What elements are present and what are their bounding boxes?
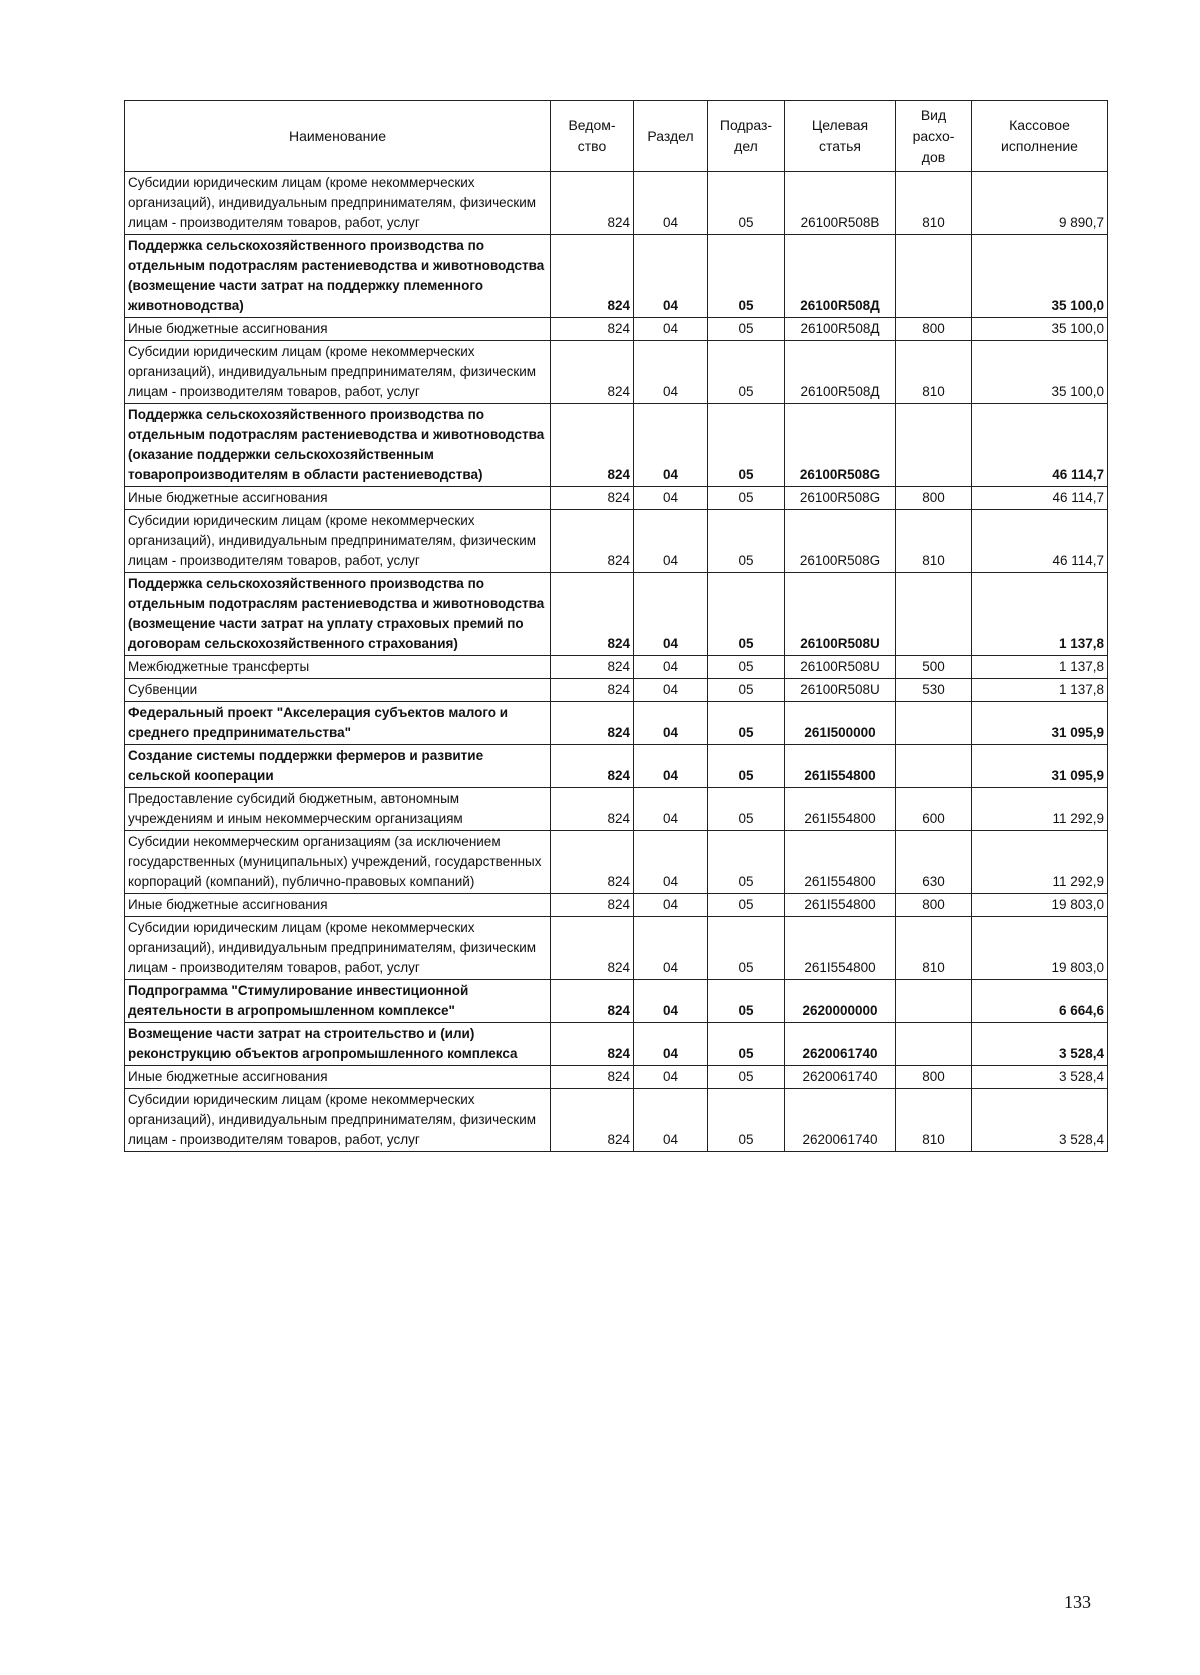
table-row: [125, 917, 1108, 980]
cell-kassovoe-ispolnenie: 46 114,7: [972, 487, 1108, 510]
cell-vid-rashodov: 810: [896, 917, 972, 980]
cell-razdel: 04: [634, 235, 708, 318]
cell-vedomstvo: 824: [551, 573, 634, 656]
table-header-row: [125, 101, 1108, 172]
table-row: [125, 487, 1108, 510]
cell-kassovoe-ispolnenie: 9 890,7: [972, 172, 1108, 235]
table-row: [125, 1089, 1108, 1152]
cell-podrazdel: 05: [708, 788, 785, 831]
table-row: [125, 745, 1108, 788]
cell-podrazdel: 05: [708, 404, 785, 487]
cell-vid-rashodov: 810: [896, 341, 972, 404]
cell-kassovoe-ispolnenie: 6 664,6: [972, 980, 1108, 1023]
cell-vedomstvo: 824: [551, 510, 634, 573]
cell-podrazdel: 05: [708, 318, 785, 341]
cell-vid-rashodov: 800: [896, 894, 972, 917]
cell-razdel: 04: [634, 510, 708, 573]
cell-vid-rashodov: 800: [896, 318, 972, 341]
cell-razdel: 04: [634, 745, 708, 788]
cell-razdel: 04: [634, 831, 708, 894]
cell-vedomstvo: 824: [551, 404, 634, 487]
cell-vedomstvo: 824: [551, 679, 634, 702]
cell-vid-rashodov: 810: [896, 172, 972, 235]
cell-name: Субсидии юридическим лицам (кроме некоммерческих организаций), индивидуальным предпринимателям, физическим лицам - производителям товаров, работ, услуг: [125, 1089, 551, 1152]
cell-podrazdel: 05: [708, 702, 785, 745]
cell-vedomstvo: 824: [551, 917, 634, 980]
cell-podrazdel: 05: [708, 172, 785, 235]
cell-name: Иные бюджетные ассигнования: [125, 894, 551, 917]
cell-vedomstvo: 824: [551, 1066, 634, 1089]
cell-vid-rashodov: 810: [896, 1089, 972, 1152]
cell-podrazdel: 05: [708, 917, 785, 980]
cell-razdel: 04: [634, 487, 708, 510]
table-row: [125, 510, 1108, 573]
cell-razdel: 04: [634, 894, 708, 917]
cell-name: Субсидии юридическим лицам (кроме некоммерческих организаций), индивидуальным предпринимателям, физическим лицам - производителям товаров, работ, услуг: [125, 341, 551, 404]
cell-vedomstvo: 824: [551, 702, 634, 745]
table-row: [125, 235, 1108, 318]
cell-kassovoe-ispolnenie: 35 100,0: [972, 341, 1108, 404]
cell-razdel: 04: [634, 318, 708, 341]
cell-vedomstvo: 824: [551, 831, 634, 894]
table-row: [125, 656, 1108, 679]
cell-razdel: 04: [634, 679, 708, 702]
cell-celevaya-statya: 261I554800: [785, 788, 896, 831]
cell-name: Субсидии юридическим лицам (кроме некоммерческих организаций), индивидуальным предпринимателям, физическим лицам - производителям товаров, работ, услуг: [125, 917, 551, 980]
table-body: [125, 172, 1108, 1152]
cell-kassovoe-ispolnenie: 35 100,0: [972, 235, 1108, 318]
cell-name: Предоставление субсидий бюджетным, автономным учреждениям и иным некоммерческим организациям: [125, 788, 551, 831]
cell-vedomstvo: 824: [551, 341, 634, 404]
table-row: [125, 404, 1108, 487]
cell-podrazdel: 05: [708, 235, 785, 318]
cell-celevaya-statya: 26100R508G: [785, 487, 896, 510]
header-kassovoe-ispolnenie: Кассовое исполнение: [972, 101, 1108, 172]
cell-kassovoe-ispolnenie: 1 137,8: [972, 656, 1108, 679]
cell-celevaya-statya: 2620061740: [785, 1089, 896, 1152]
cell-kassovoe-ispolnenie: 46 114,7: [972, 404, 1108, 487]
cell-name: Подпрограмма "Стимулирование инвестиционной деятельности в агропромышленном комплексе": [125, 980, 551, 1023]
budget-table: [124, 100, 1108, 1152]
table-row: [125, 894, 1108, 917]
table-row: [125, 831, 1108, 894]
cell-vedomstvo: 824: [551, 788, 634, 831]
table-row: [125, 702, 1108, 745]
cell-podrazdel: 05: [708, 510, 785, 573]
cell-vid-rashodov: [896, 1023, 972, 1066]
cell-razdel: 04: [634, 656, 708, 679]
cell-vid-rashodov: [896, 235, 972, 318]
table-row: [125, 980, 1108, 1023]
cell-razdel: 04: [634, 172, 708, 235]
cell-razdel: 04: [634, 980, 708, 1023]
cell-razdel: 04: [634, 917, 708, 980]
cell-kassovoe-ispolnenie: 11 292,9: [972, 831, 1108, 894]
cell-name: Иные бюджетные ассигнования: [125, 318, 551, 341]
header-vid-rashodov: Вид расхо- дов: [896, 101, 972, 172]
cell-kassovoe-ispolnenie: 1 137,8: [972, 679, 1108, 702]
cell-podrazdel: 05: [708, 831, 785, 894]
table-row: [125, 788, 1108, 831]
header-celevaya-statya: Целевая статья: [785, 101, 896, 172]
cell-vedomstvo: 824: [551, 235, 634, 318]
cell-vedomstvo: 824: [551, 745, 634, 788]
cell-razdel: 04: [634, 341, 708, 404]
cell-name: Субвенции: [125, 679, 551, 702]
cell-name: Субсидии юридическим лицам (кроме некоммерческих организаций), индивидуальным предпринимателям, физическим лицам - производителям товаров, работ, услуг: [125, 510, 551, 573]
cell-vid-rashodov: 800: [896, 1066, 972, 1089]
cell-razdel: 04: [634, 1089, 708, 1152]
table-row: [125, 318, 1108, 341]
cell-kassovoe-ispolnenie: 3 528,4: [972, 1089, 1108, 1152]
cell-celevaya-statya: 26100R508G: [785, 404, 896, 487]
cell-name: Иные бюджетные ассигнования: [125, 487, 551, 510]
cell-vedomstvo: 824: [551, 318, 634, 341]
cell-vedomstvo: 824: [551, 172, 634, 235]
cell-name: Поддержка сельскохозяйственного производства по отдельным подотраслям растениеводства и животноводства (возмещение части затрат на уплату страховых премий по договорам сельскохозяйственного страхования): [125, 573, 551, 656]
cell-kassovoe-ispolnenie: 31 095,9: [972, 702, 1108, 745]
cell-vid-rashodov: [896, 404, 972, 487]
cell-kassovoe-ispolnenie: 3 528,4: [972, 1066, 1108, 1089]
cell-vid-rashodov: 500: [896, 656, 972, 679]
header-name: Наименование: [125, 101, 551, 172]
cell-vedomstvo: 824: [551, 487, 634, 510]
cell-kassovoe-ispolnenie: 1 137,8: [972, 573, 1108, 656]
cell-podrazdel: 05: [708, 1089, 785, 1152]
cell-celevaya-statya: 261I554800: [785, 917, 896, 980]
cell-vedomstvo: 824: [551, 894, 634, 917]
cell-podrazdel: 05: [708, 341, 785, 404]
cell-vid-rashodov: [896, 702, 972, 745]
cell-celevaya-statya: 26100R508Д: [785, 318, 896, 341]
cell-kassovoe-ispolnenie: 11 292,9: [972, 788, 1108, 831]
cell-celevaya-statya: 26100R508U: [785, 679, 896, 702]
cell-vid-rashodov: 800: [896, 487, 972, 510]
table-row: [125, 1066, 1108, 1089]
cell-celevaya-statya: 26100R508Д: [785, 235, 896, 318]
cell-celevaya-statya: 261I500000: [785, 702, 896, 745]
cell-vedomstvo: 824: [551, 1089, 634, 1152]
cell-kassovoe-ispolnenie: 46 114,7: [972, 510, 1108, 573]
cell-kassovoe-ispolnenie: 3 528,4: [972, 1023, 1108, 1066]
cell-vid-rashodov: 630: [896, 831, 972, 894]
header-razdel: Раздел: [634, 101, 708, 172]
cell-celevaya-statya: 261I554800: [785, 831, 896, 894]
cell-name: Межбюджетные трансферты: [125, 656, 551, 679]
cell-podrazdel: 05: [708, 573, 785, 656]
cell-vid-rashodov: [896, 980, 972, 1023]
table-row: [125, 679, 1108, 702]
cell-vid-rashodov: 810: [896, 510, 972, 573]
cell-celevaya-statya: 2620061740: [785, 1066, 896, 1089]
cell-kassovoe-ispolnenie: 19 803,0: [972, 894, 1108, 917]
cell-vid-rashodov: 600: [896, 788, 972, 831]
table-row: [125, 172, 1108, 235]
cell-razdel: 04: [634, 788, 708, 831]
cell-celevaya-statya: 2620061740: [785, 1023, 896, 1066]
cell-vid-rashodov: [896, 745, 972, 788]
cell-podrazdel: 05: [708, 894, 785, 917]
cell-vedomstvo: 824: [551, 980, 634, 1023]
page-number: 133: [1064, 1592, 1091, 1612]
cell-razdel: 04: [634, 702, 708, 745]
cell-celevaya-statya: 26100R508U: [785, 573, 896, 656]
cell-podrazdel: 05: [708, 679, 785, 702]
cell-razdel: 04: [634, 1066, 708, 1089]
cell-razdel: 04: [634, 1023, 708, 1066]
cell-podrazdel: 05: [708, 1023, 785, 1066]
header-podrazdel: Подраз- дел: [708, 101, 785, 172]
cell-razdel: 04: [634, 404, 708, 487]
table-row: [125, 573, 1108, 656]
cell-celevaya-statya: 2620000000: [785, 980, 896, 1023]
table-row: [125, 1023, 1108, 1066]
cell-vedomstvo: 824: [551, 656, 634, 679]
cell-name: Поддержка сельскохозяйственного производства по отдельным подотраслям растениеводства и животноводства (оказание поддержки сельскохозяйственным товаропроизводителям в области растениеводства): [125, 404, 551, 487]
cell-podrazdel: 05: [708, 745, 785, 788]
cell-podrazdel: 05: [708, 1066, 785, 1089]
cell-celevaya-statya: 261I554800: [785, 745, 896, 788]
cell-kassovoe-ispolnenie: 19 803,0: [972, 917, 1108, 980]
cell-name: Субсидии некоммерческим организациям (за исключением государственных (муниципальных) учреждений, государственных корпораций (компаний), публично-правовых компаний): [125, 831, 551, 894]
cell-name: Создание системы поддержки фермеров и развитие сельской кооперации: [125, 745, 551, 788]
cell-name: Поддержка сельскохозяйственного производства по отдельным подотраслям растениеводства и животноводства (возмещение части затрат на поддержку племенного животноводства): [125, 235, 551, 318]
table-row: [125, 341, 1108, 404]
cell-name: Иные бюджетные ассигнования: [125, 1066, 551, 1089]
cell-name: Возмещение части затрат на строительство и (или) реконструкцию объектов агропромышленного комплекса: [125, 1023, 551, 1066]
cell-vid-rashodov: 530: [896, 679, 972, 702]
cell-vedomstvo: 824: [551, 1023, 634, 1066]
cell-name: Субсидии юридическим лицам (кроме некоммерческих организаций), индивидуальным предпринимателям, физическим лицам - производителям товаров, работ, услуг: [125, 172, 551, 235]
header-vedomstvo: Ведом- ство: [551, 101, 634, 172]
cell-podrazdel: 05: [708, 487, 785, 510]
cell-kassovoe-ispolnenie: 31 095,9: [972, 745, 1108, 788]
cell-podrazdel: 05: [708, 980, 785, 1023]
cell-razdel: 04: [634, 573, 708, 656]
cell-celevaya-statya: 26100R508Д: [785, 341, 896, 404]
cell-kassovoe-ispolnenie: 35 100,0: [972, 318, 1108, 341]
cell-podrazdel: 05: [708, 656, 785, 679]
cell-celevaya-statya: 261I554800: [785, 894, 896, 917]
cell-name: Федеральный проект "Акселерация субъектов малого и среднего предпринимательства": [125, 702, 551, 745]
cell-celevaya-statya: 26100R508U: [785, 656, 896, 679]
cell-vid-rashodov: [896, 573, 972, 656]
cell-celevaya-statya: 26100R508G: [785, 510, 896, 573]
cell-celevaya-statya: 26100R508B: [785, 172, 896, 235]
